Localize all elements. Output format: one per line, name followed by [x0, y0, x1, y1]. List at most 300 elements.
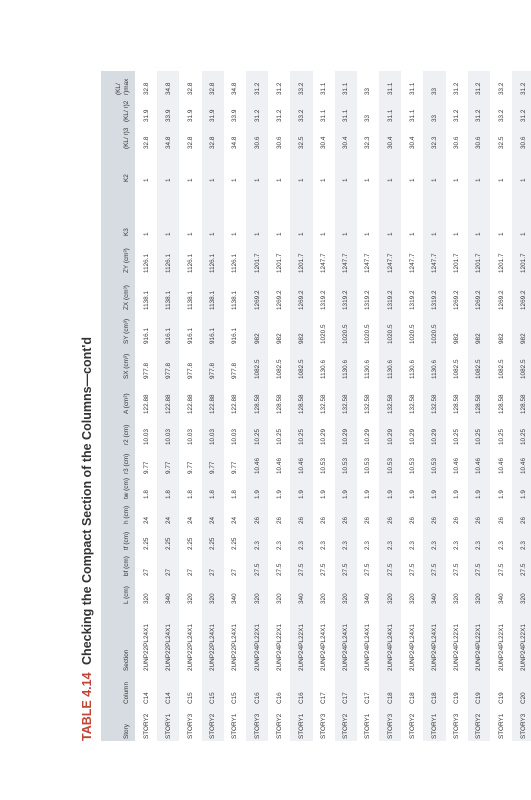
table-cell: 26 [386, 516, 394, 524]
table-cell: 2.3 [386, 541, 394, 550]
table-cell: 1.9 [519, 490, 527, 499]
table-cell: 1201.7 [275, 253, 283, 273]
table-cell: 1.9 [475, 490, 483, 499]
table-cell: 2UNP24PL22X1 [253, 624, 261, 671]
table-cell: 916.1 [231, 328, 239, 344]
table-header-row [101, 71, 135, 741]
table-cell: 1138.1 [164, 290, 172, 310]
table-cell: STORY2 [142, 713, 150, 739]
table-cell: 32.8 [186, 136, 194, 149]
table-cell: 26 [275, 516, 283, 524]
table-cell: 27.5 [253, 563, 261, 576]
column-header: K3 [123, 228, 130, 236]
table-cell: 27.5 [453, 563, 461, 576]
table-cell: 10.03 [164, 429, 172, 445]
table-cell: 30.4 [320, 136, 328, 149]
table-cell: 9.77 [142, 461, 150, 474]
table-cell: STORY3 [453, 713, 461, 739]
table-cell: 1.9 [297, 490, 305, 499]
table-cell: 320 [275, 593, 283, 604]
table-cell: 10.25 [475, 429, 483, 445]
table-cell: C18 [386, 692, 394, 704]
table-cell: 33 [431, 87, 439, 95]
table-cell: 320 [186, 593, 194, 604]
table-cell: C15 [186, 692, 194, 704]
table-caption [73, 71, 101, 741]
table-cell: 1082.5 [497, 359, 505, 379]
table-cell: 2.25 [231, 537, 239, 550]
compact-section-table [101, 71, 531, 741]
table-cell: 31.1 [342, 82, 350, 95]
table-cell: 26 [453, 516, 461, 524]
table-cell: 31.2 [275, 109, 283, 122]
table-cell: 27 [186, 568, 194, 576]
table-cell: 27 [209, 568, 217, 576]
table-cell: 2.3 [297, 541, 305, 550]
table-cell: 10.46 [497, 458, 505, 474]
table-cell: 122.88 [209, 394, 217, 414]
table-cell: 128.58 [253, 394, 261, 414]
table-cell: 128.58 [453, 394, 461, 414]
table-row [157, 71, 179, 741]
table-cell: STORY2 [342, 713, 350, 739]
table-cell: 1020.5 [431, 324, 439, 344]
table-cell: 320 [386, 593, 394, 604]
table-cell: 31.1 [320, 82, 328, 95]
table-cell: STORY3 [253, 713, 261, 739]
table-cell: 27.5 [342, 563, 350, 576]
table-cell: 10.46 [297, 458, 305, 474]
table-cell: 1 [253, 232, 261, 236]
table-cell: 1 [142, 178, 150, 182]
table-cell: C17 [364, 692, 372, 704]
table-cell: 26 [364, 516, 372, 524]
table-cell: 24 [209, 516, 217, 524]
table-cell: 1.8 [209, 490, 217, 499]
table-cell: 31.2 [275, 82, 283, 95]
table-cell: 1 [497, 178, 505, 182]
table-cell: 2UNP22PL24X1 [231, 624, 239, 671]
table-cell: 916.1 [186, 328, 194, 344]
table-cell: 30.6 [253, 136, 261, 149]
table-cell: 31.2 [475, 82, 483, 95]
column-header: (KL/ r)max [115, 78, 130, 95]
table-row [290, 71, 312, 741]
table-cell: 30.6 [519, 136, 527, 149]
table-cell: 2UNP22PL24X1 [142, 624, 150, 671]
table-cell: 10.29 [386, 429, 394, 445]
table-cell: 1020.5 [342, 324, 350, 344]
table-cell: 1.9 [453, 490, 461, 499]
table-cell: 34.8 [164, 82, 172, 95]
table-cell: 1138.1 [142, 290, 150, 310]
table-cell: 340 [231, 593, 239, 604]
table-cell: 1 [342, 232, 350, 236]
table-cell: 24 [186, 516, 194, 524]
table-cell: 2.25 [186, 537, 194, 550]
table-cell: 1.9 [431, 490, 439, 499]
table-cell: 1 [186, 232, 194, 236]
table-cell: 2.3 [519, 541, 527, 550]
table-cell: 1201.7 [497, 253, 505, 273]
table-cell: 1082.5 [519, 359, 527, 379]
table-cell: 1247.7 [386, 253, 394, 273]
table-cell: 340 [497, 593, 505, 604]
table-cell: STORY1 [297, 713, 305, 739]
table-cell: 33 [364, 114, 372, 122]
table-cell: 1247.7 [431, 253, 439, 273]
table-cell: 1130.6 [320, 359, 328, 379]
table-cell: 33 [431, 114, 439, 122]
table-cell: C18 [408, 692, 416, 704]
table-cell: 1319.2 [342, 290, 350, 310]
rotated-table-page [73, 71, 527, 741]
table-cell: 2.3 [453, 541, 461, 550]
table-cell: C18 [431, 692, 439, 704]
table-cell: 26 [297, 516, 305, 524]
table-cell: 320 [408, 593, 416, 604]
table-cell: 1 [142, 232, 150, 236]
table-cell: 27.5 [475, 563, 483, 576]
table-cell: 31.2 [475, 109, 483, 122]
table-cell: 340 [297, 593, 305, 604]
table-cell: STORY3 [519, 713, 527, 739]
table-cell: 1269.2 [253, 290, 261, 310]
table-cell: 1 [253, 178, 261, 182]
table-cell: 2.25 [164, 537, 172, 550]
table-cell: 31.9 [142, 109, 150, 122]
table-cell: 128.58 [497, 394, 505, 414]
table-cell: 26 [342, 516, 350, 524]
table-cell: 27 [164, 568, 172, 576]
table-cell: 1 [320, 178, 328, 182]
table-cell: 27.5 [408, 563, 416, 576]
table-cell: 132.58 [386, 394, 394, 414]
table-cell: 1 [408, 232, 416, 236]
table-cell: 34.8 [164, 136, 172, 149]
table-cell: 10.29 [364, 429, 372, 445]
table-cell: C16 [297, 692, 305, 704]
table-cell: 10.03 [142, 429, 150, 445]
table-cell: 32.5 [497, 136, 505, 149]
table-cell: 320 [475, 593, 483, 604]
table-cell: 1126.1 [231, 253, 239, 273]
table-cell: 1082.5 [275, 359, 283, 379]
table-cell: 1.9 [386, 490, 394, 499]
table-cell: STORY1 [431, 713, 439, 739]
table-cell: STORY1 [164, 713, 172, 739]
table-cell: 33.2 [497, 82, 505, 95]
table-cell: 1247.7 [320, 253, 328, 273]
table-cell: 27.5 [497, 563, 505, 576]
table-cell: 132.58 [320, 394, 328, 414]
table-cell: 33.9 [231, 109, 239, 122]
table-cell: 982 [497, 333, 505, 344]
table-cell: 10.29 [320, 429, 328, 445]
table-cell: 1.9 [497, 490, 505, 499]
column-header: r3 (cm) [123, 453, 130, 474]
table-cell: 2UNP24PL24X1 [342, 624, 350, 671]
table-cell: 27.5 [297, 563, 305, 576]
table-cell: 30.6 [475, 136, 483, 149]
table-cell: 2.3 [275, 541, 283, 550]
table-cell: 10.46 [275, 458, 283, 474]
table-cell: 1020.5 [364, 324, 372, 344]
table-cell: C16 [253, 692, 261, 704]
table-cell: 1126.1 [186, 253, 194, 273]
table-cell: 1020.5 [408, 324, 416, 344]
table-cell: 26 [408, 516, 416, 524]
table-cell: 122.88 [142, 394, 150, 414]
table-cell: 1 [164, 178, 172, 182]
table-cell: 977.8 [186, 363, 194, 379]
table-cell: 31.1 [408, 109, 416, 122]
table-row [379, 71, 401, 741]
table-cell: 2.3 [408, 541, 416, 550]
table-cell: 1 [408, 178, 416, 182]
table-cell: 2UNP24PL22X1 [519, 624, 527, 671]
table-cell: 10.53 [364, 458, 372, 474]
table-cell: 32.8 [209, 82, 217, 95]
table-cell: 26 [497, 516, 505, 524]
table-cell: C19 [497, 692, 505, 704]
table-cell: 1269.2 [519, 290, 527, 310]
table-cell: 32.8 [209, 136, 217, 149]
table-cell: 977.8 [164, 363, 172, 379]
table-cell: 27.5 [320, 563, 328, 576]
table-cell: 27.5 [275, 563, 283, 576]
table-cell: 27 [142, 568, 150, 576]
table-cell: 320 [453, 593, 461, 604]
column-header: Column [123, 681, 130, 704]
table-cell: 340 [164, 593, 172, 604]
table-cell: 1201.7 [253, 253, 261, 273]
table-cell: 320 [519, 593, 527, 604]
table-cell: 1 [186, 178, 194, 182]
table-cell: 10.25 [497, 429, 505, 445]
table-cell: 1126.1 [164, 253, 172, 273]
table-cell: 31.9 [186, 109, 194, 122]
table-cell: 982 [275, 333, 283, 344]
table-cell: 916.1 [142, 328, 150, 344]
table-cell: STORY1 [231, 713, 239, 739]
column-header: bf (cm) [123, 556, 130, 576]
table-cell: 1130.6 [342, 359, 350, 379]
column-header: ZY (cm³) [123, 248, 130, 273]
table-cell: 1 [364, 232, 372, 236]
table-cell: 2UNP24PL24X1 [386, 624, 394, 671]
table-cell: 1 [431, 178, 439, 182]
table-cell: 10.03 [186, 429, 194, 445]
table-cell: 32.5 [297, 136, 305, 149]
table-cell: 1 [320, 232, 328, 236]
table-cell: 10.29 [431, 429, 439, 445]
table-cell: 2.3 [342, 541, 350, 550]
table-cell: 27 [231, 568, 239, 576]
table-cell: 31.2 [253, 82, 261, 95]
column-header: Section [123, 649, 130, 671]
table-cell: C14 [164, 692, 172, 704]
table-cell: 31.1 [408, 82, 416, 95]
table-cell: 320 [253, 593, 261, 604]
table-cell: 31.2 [519, 82, 527, 95]
column-header: tw (cm) [123, 478, 130, 499]
table-cell: 1 [386, 232, 394, 236]
table-cell: 31.2 [253, 109, 261, 122]
table-cell: 122.88 [164, 394, 172, 414]
table-cell: 1 [231, 178, 239, 182]
table-cell: 9.77 [209, 461, 217, 474]
table-cell: STORY1 [497, 713, 505, 739]
table-cell: 2.25 [142, 537, 150, 550]
table-cell: 1138.1 [231, 290, 239, 310]
table-cell: 10.25 [297, 429, 305, 445]
table-cell: 24 [142, 516, 150, 524]
table-cell: C15 [209, 692, 217, 704]
table-cell: 1.9 [364, 490, 372, 499]
table-cell: 1319.2 [408, 290, 416, 310]
table-cell: 1082.5 [475, 359, 483, 379]
table-number: TABLE 4.14 [80, 672, 94, 741]
table-cell: 1.8 [142, 490, 150, 499]
table-cell: C19 [453, 692, 461, 704]
table-cell: C14 [142, 692, 150, 704]
table-cell: C17 [342, 692, 350, 704]
column-header: (KL/ r)2 [123, 100, 130, 122]
table-cell: 33 [364, 87, 372, 95]
table-cell: 128.58 [297, 394, 305, 414]
table-cell: C16 [275, 692, 283, 704]
table-cell: 982 [253, 333, 261, 344]
table-cell: 2.3 [475, 541, 483, 550]
column-header: r2 (cm) [123, 424, 130, 445]
table-cell: 27.5 [519, 563, 527, 576]
table-cell: 32.3 [364, 136, 372, 149]
table-cell: 1 [364, 178, 372, 182]
table-cell: C17 [320, 692, 328, 704]
table-cell: 1 [431, 232, 439, 236]
table-cell: 1082.5 [253, 359, 261, 379]
table-row [268, 71, 290, 741]
table-cell: 1.9 [253, 490, 261, 499]
table-cell: 1 [209, 232, 217, 236]
table-cell: 1126.1 [209, 253, 217, 273]
table-cell: 10.25 [519, 429, 527, 445]
table-cell: 31.2 [453, 109, 461, 122]
table-cell: 1126.1 [142, 253, 150, 273]
table-cell: 122.88 [231, 394, 239, 414]
table-cell: 1 [475, 232, 483, 236]
table-row [423, 71, 445, 741]
table-row [446, 71, 468, 741]
table-cell: 1 [497, 232, 505, 236]
table-cell: 132.58 [364, 394, 372, 414]
table-cell: 2UNP24PL24X1 [320, 624, 328, 671]
table-cell: 1 [519, 178, 527, 182]
table-cell: 10.29 [408, 429, 416, 445]
table-cell: 26 [431, 516, 439, 524]
table-cell: 1130.6 [431, 359, 439, 379]
table-cell: 122.88 [186, 394, 194, 414]
table-cell: 1130.6 [386, 359, 394, 379]
table-cell: 132.58 [431, 394, 439, 414]
table-cell: 977.8 [231, 363, 239, 379]
column-header: tf (cm) [123, 531, 130, 550]
table-cell: 34.8 [231, 136, 239, 149]
column-header: h (cm) [123, 505, 130, 524]
table-cell: 32.3 [431, 136, 439, 149]
table-cell: 32.8 [186, 82, 194, 95]
table-cell: C20 [519, 692, 527, 704]
column-header: A (cm²) [123, 393, 130, 414]
table-cell: 10.25 [253, 429, 261, 445]
table-row [246, 71, 268, 741]
table-cell: 9.77 [231, 461, 239, 474]
table-cell: 1 [297, 178, 305, 182]
table-cell: 132.58 [342, 394, 350, 414]
column-header: (KL/ r)3 [123, 127, 130, 149]
table-cell: STORY3 [186, 713, 194, 739]
table-cell: 977.8 [209, 363, 217, 379]
table-row [490, 71, 512, 741]
table-cell: 1.9 [320, 490, 328, 499]
table-cell: 10.46 [253, 458, 261, 474]
table-cell: 1201.7 [475, 253, 483, 273]
table-row [512, 71, 531, 741]
table-cell: 1247.7 [342, 253, 350, 273]
table-cell: 1 [297, 232, 305, 236]
table-cell: 31.1 [342, 109, 350, 122]
column-header: ZX (cm³) [123, 285, 130, 310]
table-cell: 1138.1 [209, 290, 217, 310]
table-cell: 1020.5 [320, 324, 328, 344]
table-cell: 1 [453, 178, 461, 182]
table-cell: 2UNP24PL22X1 [475, 624, 483, 671]
table-cell: 1269.2 [275, 290, 283, 310]
table-row [179, 71, 201, 741]
table-cell: 128.58 [275, 394, 283, 414]
table-cell: 320 [209, 593, 217, 604]
table-cell: 24 [164, 516, 172, 524]
table-cell: 10.25 [453, 429, 461, 445]
table-cell: 2.3 [431, 541, 439, 550]
table-cell: 320 [142, 593, 150, 604]
table-cell: 31.2 [453, 82, 461, 95]
table-title: Checking the Compact Section of the Columns—cont'd [80, 336, 94, 665]
table-cell: 2UNP24PL22X1 [497, 624, 505, 671]
table-cell: 1.9 [408, 490, 416, 499]
table-cell: 1247.7 [408, 253, 416, 273]
table-cell: 31.1 [320, 109, 328, 122]
table-cell: 33.2 [297, 82, 305, 95]
table-cell: 1130.6 [408, 359, 416, 379]
table-cell: 33.2 [497, 109, 505, 122]
table-cell: 2UNP24PL24X1 [431, 624, 439, 671]
table-cell: 2.25 [209, 537, 217, 550]
table-cell: 982 [453, 333, 461, 344]
table-cell: 27.5 [364, 563, 372, 576]
table-cell: 1082.5 [453, 359, 461, 379]
table-cell: 31.1 [386, 82, 394, 95]
table-row [135, 71, 157, 741]
table-cell: 982 [519, 333, 527, 344]
table-cell: 27.5 [431, 563, 439, 576]
table-cell: 10.53 [342, 458, 350, 474]
table-cell: 1 [342, 178, 350, 182]
table-cell: 1 [519, 232, 527, 236]
table-cell: 32.8 [142, 136, 150, 149]
table-cell: 1.8 [231, 490, 239, 499]
